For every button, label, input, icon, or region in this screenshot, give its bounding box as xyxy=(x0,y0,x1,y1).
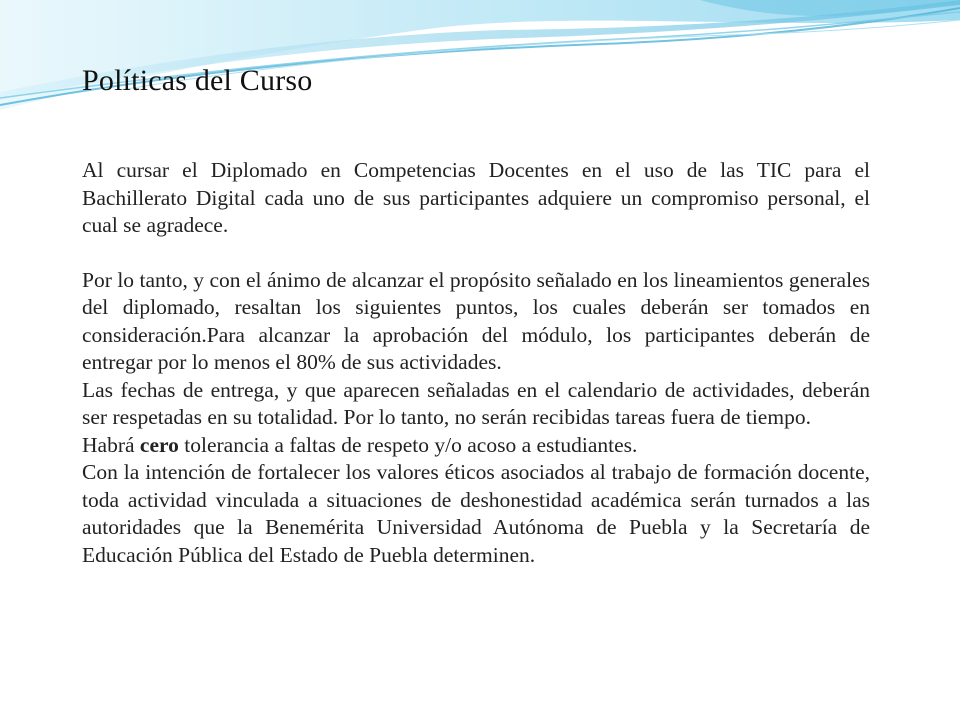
zero-tolerance-text-before: Habrá xyxy=(82,432,140,457)
intro-paragraph: Al cursar el Diplomado en Competencias Docentes en el uso de las TIC para el Bachillerato Digital cada uno de sus participantes adquiere un compromiso personal, el cual se agradece. xyxy=(82,158,870,237)
slide-body xyxy=(82,157,870,569)
zero-tolerance-paragraph xyxy=(82,432,870,460)
purpose-paragraph: Por lo tanto, y con el ánimo de alcanzar el propósito señalado en los lineamientos generales del diplomado, resaltan los siguientes puntos, los cuales deberán ser tomados en consideración.Para alcanzar la aprobación del módulo, los participantes deberán de entregar por lo menos el 80% de sus actividades. xyxy=(82,267,870,374)
zero-tolerance-text-after: tolerancia a faltas de respeto y/o acoso a estudiantes. xyxy=(178,432,638,457)
zero-tolerance-bold-word: cero xyxy=(139,432,179,457)
slide-title: Políticas del Curso xyxy=(82,64,313,97)
ethics-paragraph: Con la intención de fortalecer los valores éticos asociados al trabajo de formación docente, toda actividad vinculada a situaciones de deshonestidad académica serán turnados a las autoridades que la Benemérita Universidad Autónoma de Puebla y la Secretaría de Educación Pública del Estado de Puebla determinen. xyxy=(82,460,870,567)
deadlines-paragraph: Las fechas de entrega, y que aparecen señaladas en el calendario de actividades, deberán ser respetadas en su totalidad. Por lo tanto, no serán recibidas tareas fuera de tiempo. xyxy=(82,377,870,429)
